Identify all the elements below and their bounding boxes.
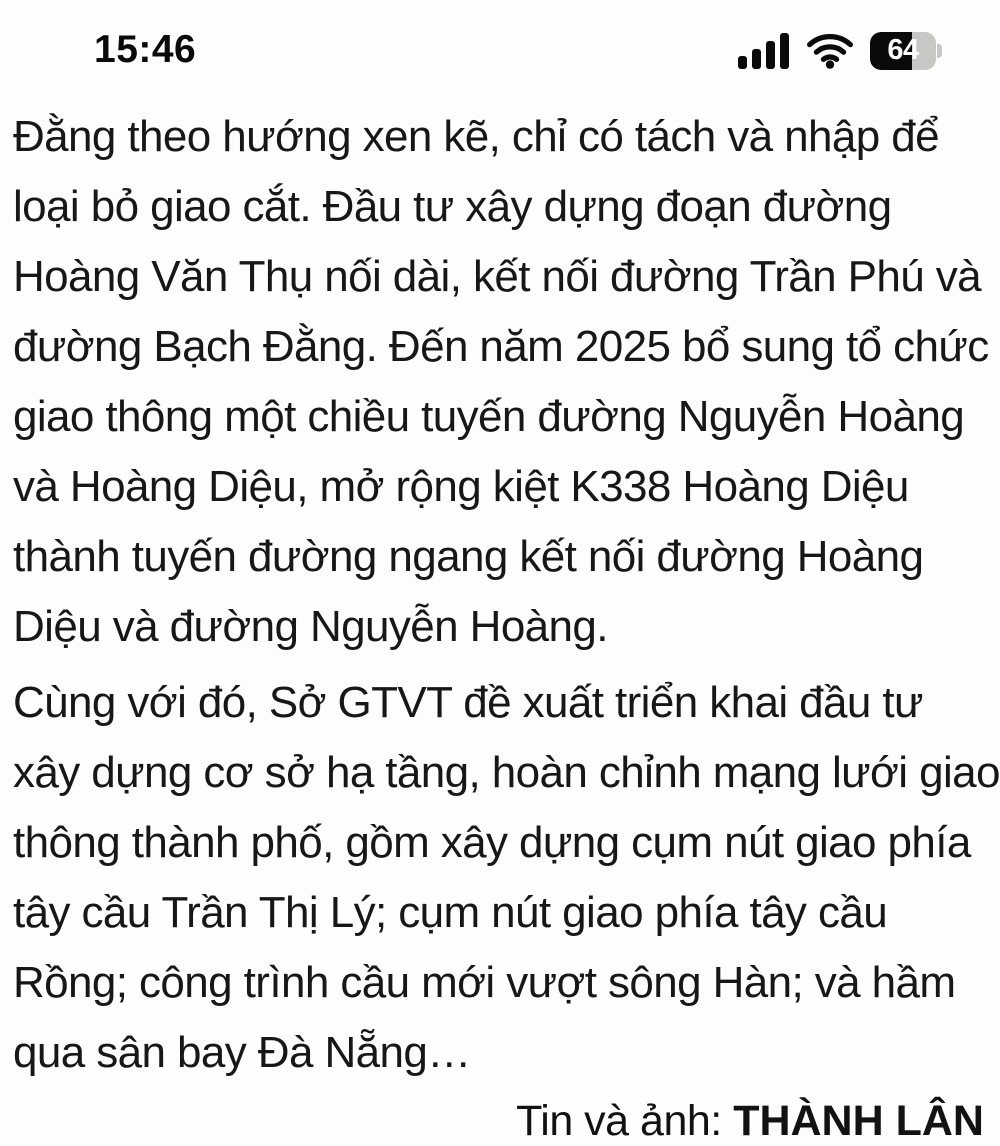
status-icons <box>738 32 942 70</box>
status-time: 15:46 <box>94 28 197 71</box>
article-paragraph-2 <box>13 668 1000 1088</box>
cellular-signal-icon <box>738 33 790 69</box>
article-line: Hoàng Văn Thụ nối dài, kết nối đường Trần Phú và <box>13 252 982 301</box>
article-line: xây dựng cơ sở hạ tầng, hoàn chỉnh mạng lưới giao <box>13 748 1000 797</box>
article-body <box>13 102 1000 1146</box>
article-line: thông thành phố, gồm xây dựng cụm nút giao phía <box>13 818 971 867</box>
article-line: Đằng theo hướng xen kẽ, chỉ có tách và nhập để <box>13 112 940 161</box>
battery-icon <box>870 32 942 70</box>
status-bar <box>0 24 1000 80</box>
article-line: giao thông một chiều tuyến đường Nguyễn Hoàng <box>13 392 965 441</box>
article-line: Rồng; công trình cầu mới vượt sông Hàn; và hầm <box>13 958 956 1007</box>
article-line: Cùng với đó, Sở GTVT đề xuất triển khai đầu tư <box>13 678 923 727</box>
wifi-icon <box>806 33 854 69</box>
byline <box>13 1092 994 1146</box>
article-line: thành tuyến đường ngang kết nối đường Hoàng <box>13 532 924 581</box>
article-line: Diệu và đường Nguyễn Hoàng. <box>13 602 608 651</box>
byline-author: THÀNH LÂN <box>733 1097 984 1145</box>
battery-body <box>870 32 936 70</box>
article-line: đường Bạch Đằng. Đến năm 2025 bổ sung tổ chức <box>13 322 989 371</box>
battery-percent: 64 <box>887 33 919 66</box>
battery-nub <box>937 44 942 58</box>
article-line: qua sân bay Đà Nẵng… <box>13 1028 471 1077</box>
article-line: tây cầu Trần Thị Lý; cụm nút giao phía tây cầu <box>13 888 888 937</box>
article-line: loại bỏ giao cắt. Đầu tư xây dựng đoạn đường <box>13 182 892 231</box>
article-paragraph-1 <box>13 102 994 662</box>
article-line: và Hoàng Diệu, mở rộng kiệt K338 Hoàng Diệu <box>13 462 909 511</box>
byline-label: Tin và ảnh: <box>516 1097 734 1145</box>
